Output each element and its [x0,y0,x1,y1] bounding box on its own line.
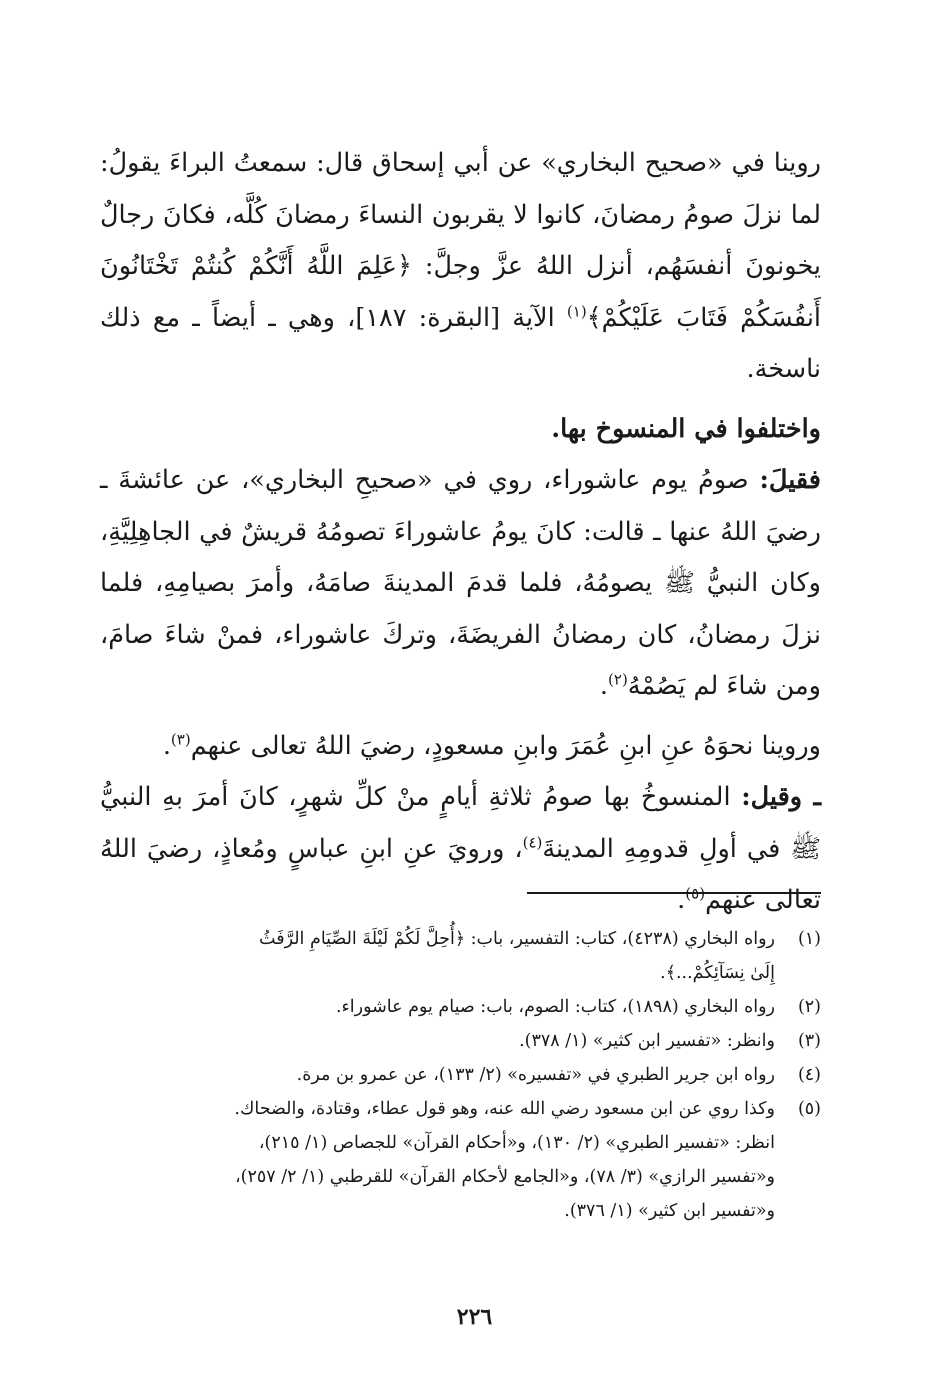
footnote-divider [527,892,821,894]
main-text [100,138,821,927]
footnote-number: (٢) [797,997,821,1017]
footnote-item [100,1092,821,1228]
paragraph-2-tail: . [599,671,609,701]
paragraph-4-text: المنسوخُ بها صومُ ثلاثةِ أيامٍ منْ كلِّ شهرٍ، كانَ أمرَ بهِ النبيُّ ﷺ في أولِ قدومِهِ المدينةَ [100,782,822,864]
footnote-number: (٥) [797,1099,821,1119]
footnote-text [100,1058,775,1092]
footnote-text [100,1024,775,1058]
footnote-line: انظر: «تفسير الطبري» (٢/ ١٣٠)، و«أحكام القرآن» للجصاص (١/ ٢١٥)، [258,1133,775,1153]
footnote-ref-5[interactable]: (٥) [685,884,706,903]
footnote-ref-1[interactable]: (١) [566,302,587,320]
footnote-line: و«تفسير ابن كثير» (١/ ٣٧٦). [564,1201,775,1221]
footnote-line: و«تفسير الرازي» (٣/ ٧٨)، و«الجامع لأحكام القرآن» للقرطبي (١/ ٢/ ٢٥٧)، [234,1167,775,1187]
footnote-text [100,990,775,1024]
footnote-line: وكذا روي عن ابن مسعود رضي الله عنه، وهو قول عطاء، وقتادة، والضحاك. [234,1099,775,1119]
footnote-line: وانظر: «تفسير ابن كثير» (١/ ٣٧٨). [519,1031,775,1051]
paragraph-4-tail: . [677,885,686,915]
footnote-text [100,922,775,990]
footnote-item [100,1024,821,1058]
paragraph-4 [100,772,821,927]
footnote-item [100,1058,821,1092]
paragraph-1 [100,138,821,396]
section-heading: واختلفوا في المنسوخ بها. [551,413,821,444]
paragraph-4-mid: ، ورويَ عنِ ابنِ عباسٍ ومُعاذٍ، رضيَ اللهُ تعالى عنهم [100,833,821,915]
quran-verse: ﴿عَلِمَ اللَّهُ أَنَّكُمْ كُنتُمْ تَخْتَانُونَ أَنفُسَكُمْ فَتَابَ عَلَيْكُمْ﴾ [100,251,822,333]
footnote-item [100,990,821,1024]
paragraph-2 [100,455,821,713]
footnote-ref-4[interactable]: (٤) [522,833,543,851]
footnote-line: رواه ابن جرير الطبري في «تفسيره» (٢/ ١٣٣)، عن عمرو بن مرة. [296,1065,775,1085]
footnote-ref-2[interactable]: (٢) [608,670,628,689]
footnote-text [100,1092,775,1228]
page-number: ٢٢٦ [456,1304,493,1330]
footnote-ref-3[interactable]: (٣) [170,730,191,748]
paragraph-3-text: وروينا نحوَهُ عنِ ابنِ عُمَرَ وابنِ مسعودٍ، رضيَ اللهُ تعالى عنهم [190,730,821,761]
paragraph-3-tail: . [162,730,171,761]
footnote-line: إِلَىٰ نِسَآئِكُمْ...﴾. [660,963,775,983]
footnote-number: (١) [797,929,821,949]
footnote-item [100,922,821,990]
paragraph-1-text: روينا في «صحيح البخاري» عن أبي إسحاق قال: سمعتُ البراءَ يقولُ: لما نزلَ صومُ رمضانَ، كانوا لا يقربون النساءَ رمضانَ كُلَّه، فكانَ رجالٌ يخونونَ أنفسَهُم، أنزل اللهُ عزَّ وجلَّ: [100,148,821,281]
paragraph-1-tail: الآية [البقرة: ١٨٧]، وهي ـ أيضاً ـ مع ذلك ناسخة. [100,302,821,384]
footnote-line: رواه البخاري (١٨٩٨)، كتاب: الصوم، باب: صيام يوم عاشوراء. [335,997,775,1017]
footnotes [100,922,821,1228]
paragraph-3 [100,721,821,773]
paragraph-4-lead: ـ وقيل: [741,782,822,812]
footnote-number: (٤) [797,1065,821,1085]
paragraph-2-lead: فقيلَ: [759,465,821,495]
footnote-number: (٣) [797,1031,821,1051]
footnote-line: رواه البخاري (٤٢٣٨)، كتاب: التفسير، باب: ﴿أُحِلَّ لَكُمْ لَيْلَةَ الصِّيَامِ الرَّفَثُ [259,929,775,949]
paragraph-2-text: صومُ يوم عاشوراء، روي في «صحيحِ البخاري»، عن عائشةَ ـ رضيَ اللهُ عنها ـ قالت: كانَ يومُ عاشوراءَ تصومُهُ قريشٌ في الجاهِلِيَّةِ، وكان النبيُّ ﷺ يصومُهُ، فلما قدمَ المدينةَ صامَهُ، وأمرَ بصيامِهِ، فلما نزلَ رمضانُ، كان رمضانُ الفريضَةَ، وتركَ عاشوراء، فمنْ شاءَ صامَ، ومن شاءَ لم يَصُمْهُ [100,465,821,701]
